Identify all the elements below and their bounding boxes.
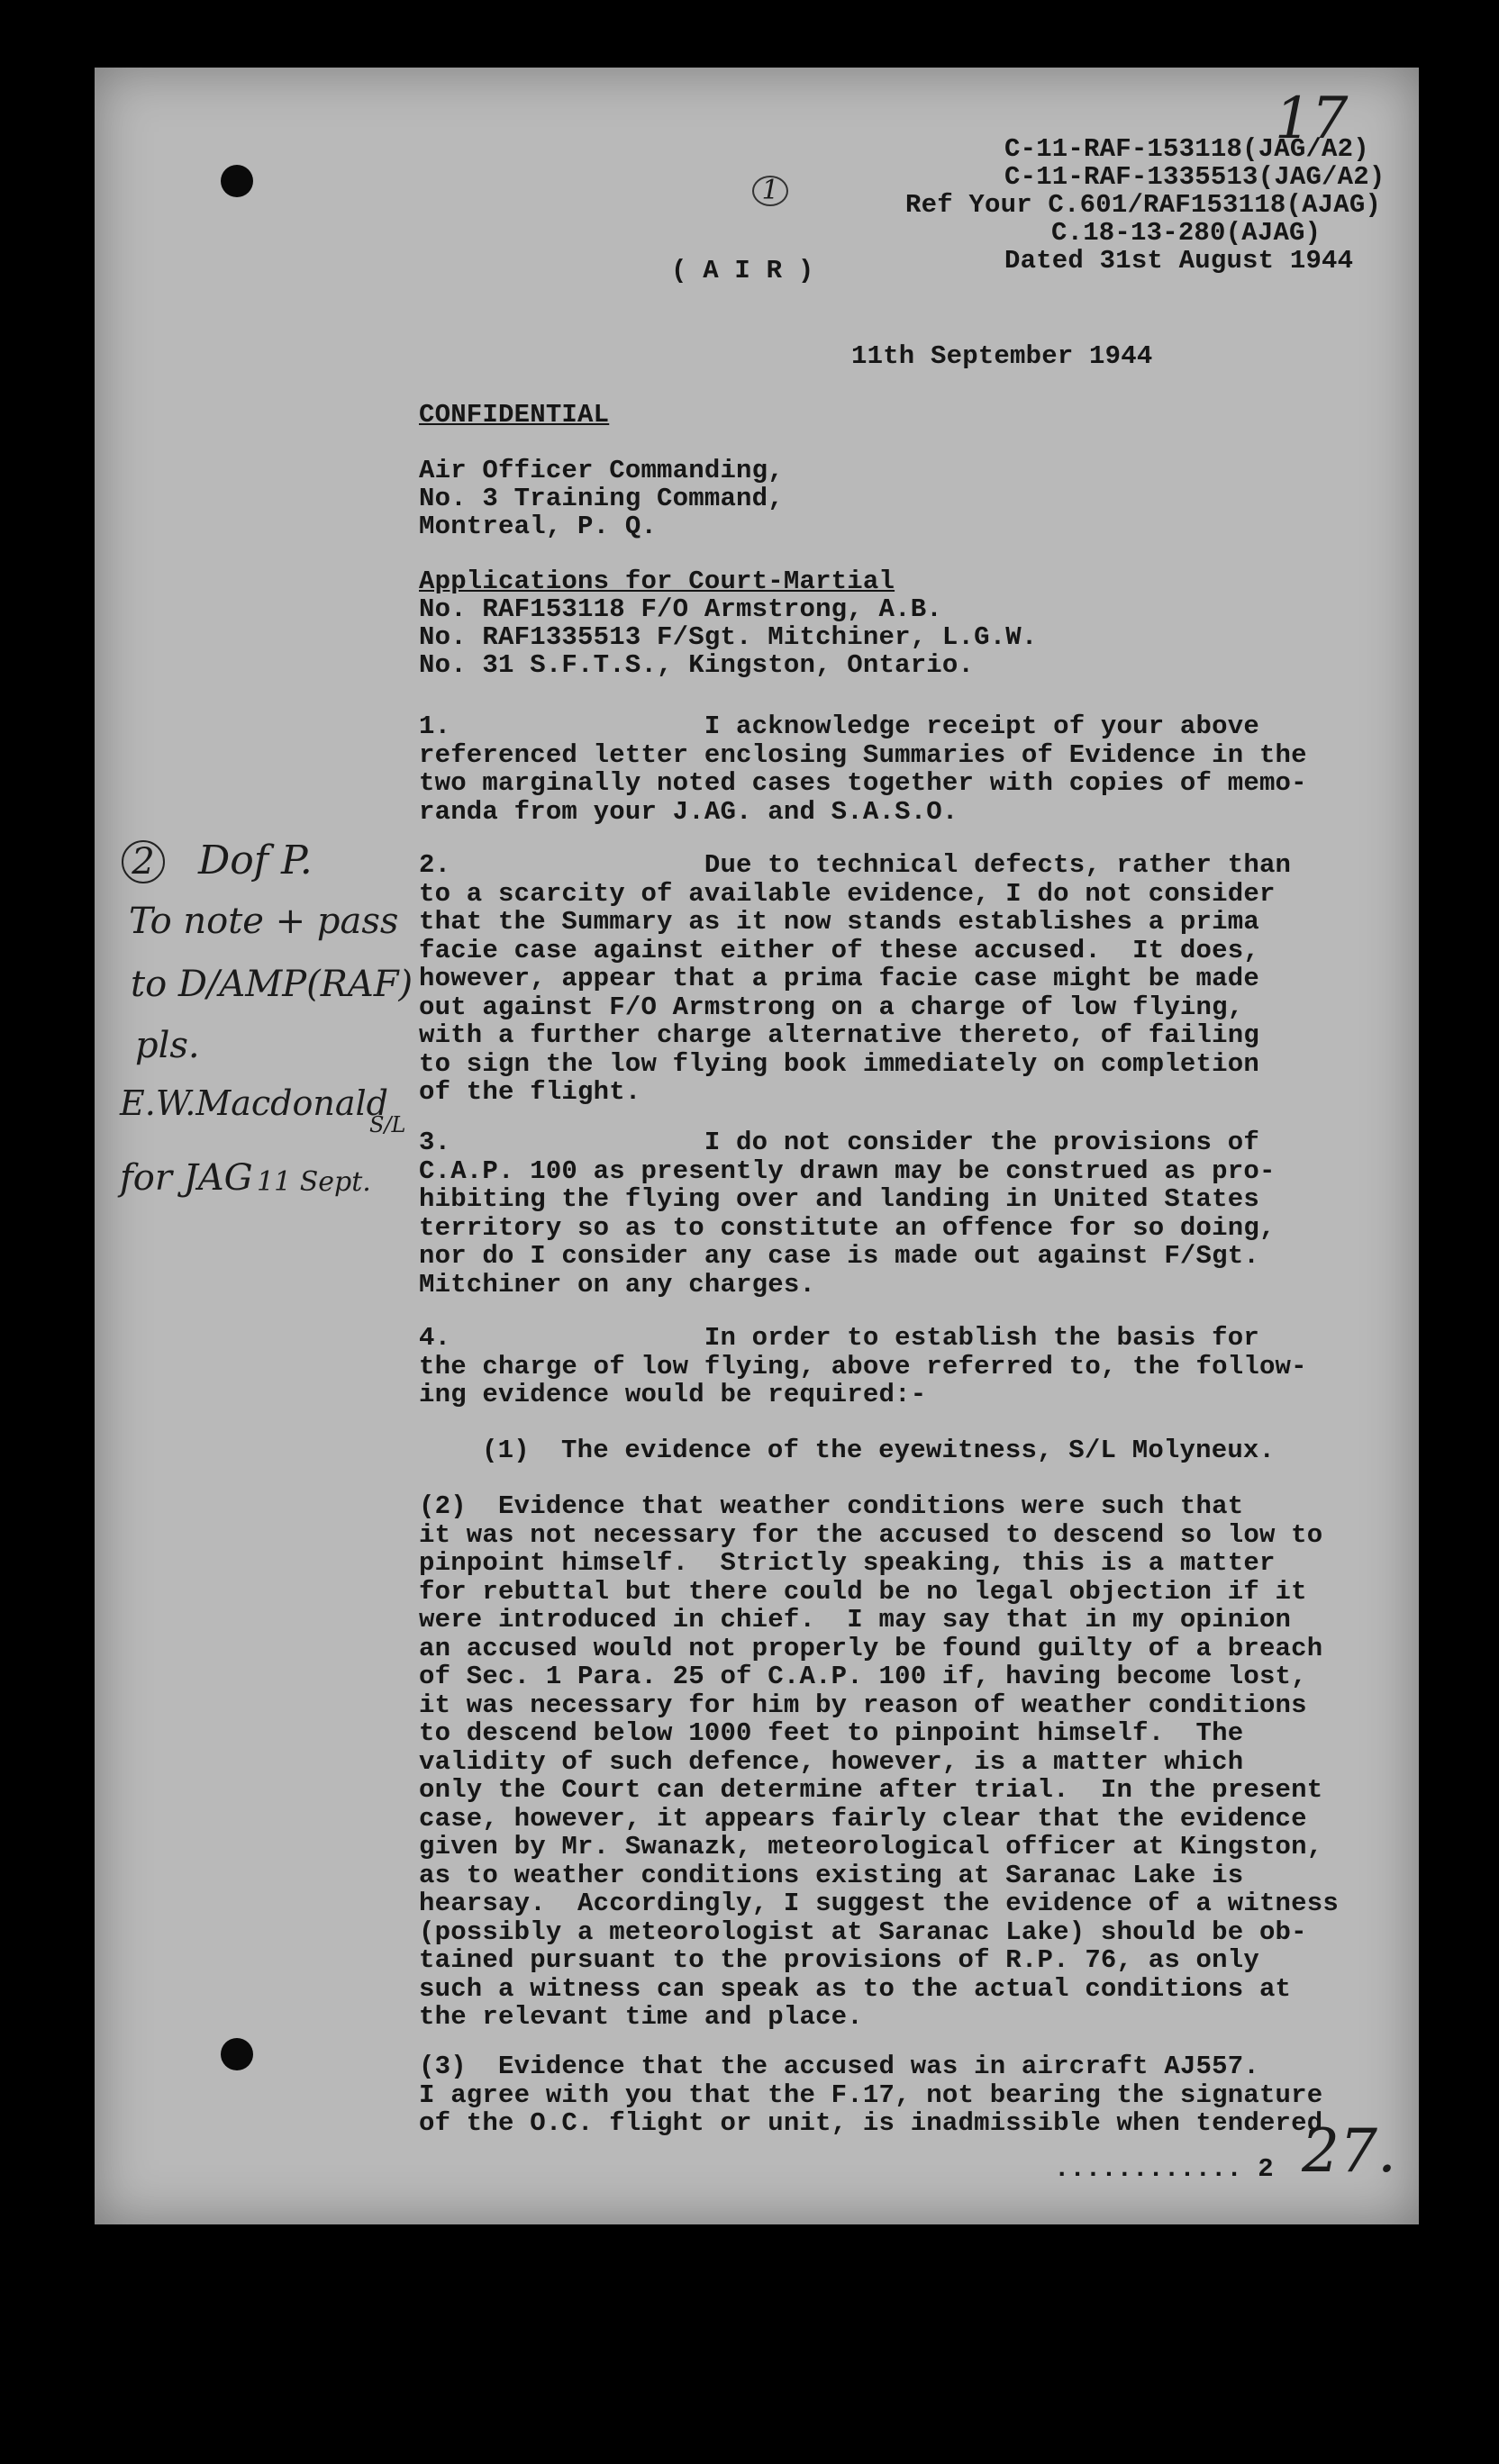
punch-hole-top — [221, 165, 253, 197]
subject-line-3: No. 31 S.F.T.S., Kingston, Ontario. — [419, 650, 975, 680]
air-heading: ( A I R ) — [671, 256, 814, 285]
paragraph-4: 4. In order to establish the basis for the charge of low flying, above referred to, the follow- ing evidence would be required:- — [419, 1323, 1307, 1409]
continuation-marker: ............ 2 — [1054, 2154, 1274, 2184]
ref-line-1: C-11-RAF-153118(JAG/A2) — [1004, 134, 1369, 164]
paragraph-3: 3. I do not consider the provisions of C.A.P. 100 as presently drawn may be construed as pro- hibiting the flying over and landing in United States territory so as to constitute an offence for so doing, nor do I consider any case is made out against F/Sgt. Mitchiner on any charges. — [419, 1128, 1276, 1300]
confidential-heading: CONFIDENTIAL — [419, 400, 610, 430]
margin-note-date: 11 Sept. — [257, 1166, 371, 1198]
ref-line-5: Dated 31st August 1944 — [1004, 246, 1354, 276]
addressee-line-1: Air Officer Commanding, — [419, 456, 784, 485]
addressee-line-3: Montreal, P. Q. — [419, 512, 658, 541]
handwritten-folio-bottom: 27. — [1302, 2116, 1396, 2186]
margin-circled-number: 2 — [122, 840, 165, 883]
subject-title: Applications for Court-Martial — [419, 566, 895, 596]
document-page — [95, 68, 1419, 2224]
addressee-line-2: No. 3 Training Command, — [419, 484, 784, 513]
subject-line-2: No. RAF1335513 F/Sgt. Mitchiner, L.G.W. — [419, 622, 1038, 652]
paragraph-2: 2. Due to technical defects, rather than to a scarcity of available evidence, I do not consider that the Summary as it now stands establishes a prima facie case against either of these accused. It does, however, appear that a prima facie case might be made out against F/O Armstrong on a charge of low flying, with a further charge alternative thereto, of failing to sign the low flying book immediately on completion of the flight. — [419, 850, 1292, 1107]
paragraph-1: 1. I acknowledge receipt of your above referenced letter enclosing Summaries of Evidence in the two marginally noted cases together with copies of memo- randa from your J.AG. and S.A.S.O. — [419, 711, 1307, 827]
margin-note-line-2: To note + pass — [129, 901, 399, 942]
margin-note-line-1: Dof P. — [198, 838, 313, 883]
ref-line-2: C-11-RAF-1335513(JAG/A2) — [1004, 162, 1385, 192]
ref-line-4: C.18-13-280(AJAG) — [1051, 218, 1322, 248]
evidence-item-3: (3) Evidence that the accused was in aircraft AJ557. I agree with you that the F.17, not bearing the signature of the O.C. flight or unit, is inadmissible when tendered — [419, 2052, 1323, 2138]
margin-note-line-3: to D/AMP(RAF) — [131, 964, 413, 1005]
margin-note-line-4: pls. — [135, 1025, 200, 1066]
evidence-item-1: (1) The evidence of the eyewitness, S/L Molyneux. — [482, 1436, 1276, 1465]
handwritten-folio-top: 17 — [1275, 86, 1349, 152]
margin-note-line-6: for JAG — [120, 1157, 253, 1199]
margin-signature: E.W.Macdonald — [120, 1083, 388, 1123]
letter-date: 11th September 1944 — [851, 341, 1153, 371]
punch-hole-bottom — [221, 2038, 253, 2070]
subject-line-1: No. RAF153118 F/O Armstrong, A.B. — [419, 594, 942, 624]
ref-line-3: Ref Your C.601/RAF153118(AJAG) — [905, 190, 1382, 220]
margin-signature-rank: S/L — [369, 1112, 406, 1137]
handwritten-circled-number: 1 — [752, 176, 788, 206]
evidence-item-2: (2) Evidence that weather conditions were such that it was not necessary for the accused to descend so low to pinpoint himself. Strictly speaking, this is a matter for rebuttal but there could be no legal objection if it were introduced in chief. I may say that in my opinion an accused would not properly be found guilty of a breach of Sec. 1 Para. 25 of C.A.P. 100 if, having become lost, it was necessary for him by reason of weather conditions to descend below 1000 feet to pinpoint himself. The validity of such defence, however, is a matter which only the Court can determine after trial. In the present case, however, it appears fairly clear that the evidence given by Mr. Swanazk, meteorological officer at Kingston, as to weather conditions existing at Saranac Lake is hearsay. Accordingly, I suggest the evidence of a witness (possibly a meteorologist at Saranac Lake) should be ob- tained pursuant to the provisions of R.P. 76, as only such a witness can speak as to the actual conditions at the relevant time and place. — [419, 1491, 1339, 2032]
